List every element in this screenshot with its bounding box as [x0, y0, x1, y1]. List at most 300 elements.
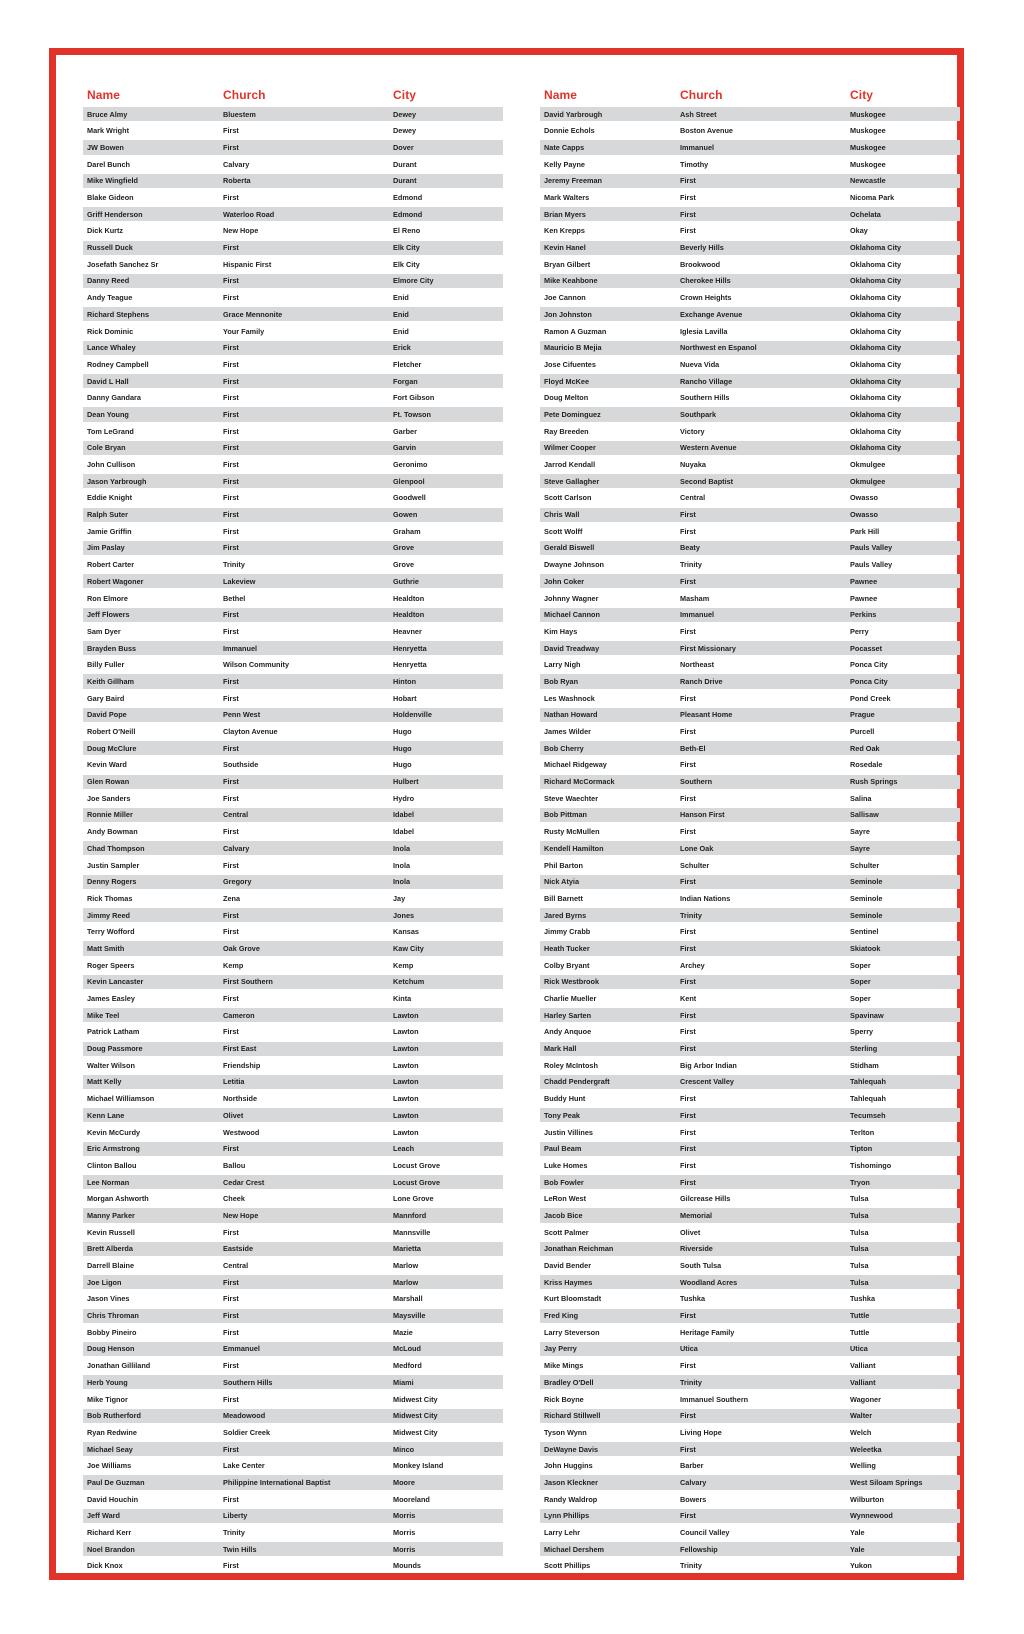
city-cell: Elk City: [393, 259, 420, 269]
table-row: [83, 891, 503, 905]
table-row: [540, 641, 960, 655]
table-row: [540, 658, 960, 672]
table-row: [540, 324, 960, 338]
name-cell: Ramon A Guzman: [544, 326, 607, 336]
name-cell: Sam Dyer: [87, 626, 121, 636]
city-cell: Perry: [850, 626, 869, 636]
name-cell: John Coker: [544, 576, 585, 586]
table-row: [540, 1208, 960, 1222]
table-row: [540, 1125, 960, 1139]
church-cell: First: [680, 1027, 696, 1037]
name-cell: Kelly Payne: [544, 159, 585, 169]
church-cell: Ballou: [223, 1160, 246, 1170]
table-row: [83, 708, 503, 722]
church-cell: Beaty: [680, 543, 700, 553]
table-row: [540, 291, 960, 305]
city-cell: Terlton: [850, 1127, 875, 1137]
city-cell: Marlow: [393, 1261, 419, 1271]
table-row: [540, 341, 960, 355]
table-row: [83, 1075, 503, 1089]
table-row: [83, 1559, 503, 1573]
church-cell: Exchange Avenue: [680, 309, 743, 319]
table-row: [540, 1025, 960, 1039]
church-cell: Southpark: [680, 409, 717, 419]
church-cell: Calvary: [223, 159, 250, 169]
city-cell: Geronimo: [393, 460, 428, 470]
church-cell: Masham: [680, 593, 710, 603]
name-cell: David L Hall: [87, 376, 129, 386]
table-row: [83, 457, 503, 471]
table-row: [83, 441, 503, 455]
city-cell: Lawton: [393, 1060, 419, 1070]
city-cell: Schulter: [850, 860, 880, 870]
city-cell: Heavner: [393, 626, 422, 636]
name-cell: Bobby Pineiro: [87, 1327, 137, 1337]
church-cell: First: [223, 409, 239, 419]
name-cell: Kevin Hanel: [544, 243, 586, 253]
left-header-row: [83, 82, 503, 107]
name-cell: Jarrod Kendall: [544, 460, 596, 470]
church-cell: First: [223, 460, 239, 470]
church-cell: First: [223, 1277, 239, 1287]
city-cell: McLoud: [393, 1344, 421, 1354]
table-row: [540, 791, 960, 805]
table-row: [540, 908, 960, 922]
table-row: [83, 991, 503, 1005]
city-header: City: [850, 88, 874, 102]
table-row: [540, 875, 960, 889]
name-cell: Michael Williamson: [87, 1094, 155, 1104]
church-cell: First: [680, 727, 696, 737]
city-cell: Oklahoma City: [850, 293, 902, 303]
city-cell: Mannford: [393, 1210, 427, 1220]
table-row: [83, 1208, 503, 1222]
city-cell: Miami: [393, 1377, 414, 1387]
name-cell: Walter Wilson: [87, 1060, 135, 1070]
name-cell: James Wilder: [544, 727, 591, 737]
table-row: [83, 207, 503, 221]
table-row: [83, 958, 503, 972]
church-cell: Iglesia Lavilla: [680, 326, 728, 336]
name-cell: Jim Paslay: [87, 543, 125, 553]
city-cell: Midwest City: [393, 1394, 438, 1404]
city-cell: Oklahoma City: [850, 409, 902, 419]
church-cell: Lake Center: [223, 1461, 265, 1471]
church-cell: Trinity: [680, 910, 702, 920]
name-cell: Richard Stillwell: [544, 1411, 601, 1421]
city-cell: Kinta: [393, 994, 412, 1004]
church-cell: Kemp: [223, 960, 244, 970]
name-cell: John Cullison: [87, 460, 136, 470]
table-row: [83, 391, 503, 405]
city-cell: Okmulgee: [850, 460, 886, 470]
name-cell: Bob Rutherford: [87, 1411, 141, 1421]
city-cell: Muskogee: [850, 109, 886, 119]
table-row: [540, 891, 960, 905]
name-cell: Gerald Biswell: [544, 543, 595, 553]
name-cell: Jose Cifuentes: [544, 359, 596, 369]
city-cell: El Reno: [393, 226, 421, 236]
name-cell: Ronnie Miller: [87, 810, 133, 820]
city-cell: Enid: [393, 326, 409, 336]
church-cell: Eastside: [223, 1244, 254, 1254]
city-cell: Locust Grove: [393, 1160, 441, 1170]
table-row: [83, 875, 503, 889]
table-row: [540, 474, 960, 488]
church-cell: Southern Hills: [680, 393, 730, 403]
table-row: [83, 975, 503, 989]
city-cell: Grove: [393, 560, 415, 570]
name-cell: Michael Cannon: [544, 610, 600, 620]
table-row: [83, 157, 503, 171]
table-row: [83, 724, 503, 738]
church-cell: Philippine International Baptist: [223, 1477, 331, 1487]
name-cell: Jay Perry: [544, 1344, 577, 1354]
city-cell: Marlow: [393, 1277, 419, 1287]
table-row: [540, 1475, 960, 1489]
name-cell: Doug Melton: [544, 393, 589, 403]
name-cell: Steve Gallagher: [544, 476, 600, 486]
city-cell: Oklahoma City: [850, 426, 902, 436]
church-cell: First: [223, 126, 239, 136]
church-cell: Trinity: [223, 560, 245, 570]
name-cell: Michael Dershem: [544, 1544, 605, 1554]
church-cell: Cameron: [223, 1010, 255, 1020]
table-row: [83, 1242, 503, 1256]
name-cell: Billy Fuller: [87, 660, 125, 670]
name-cell: Kendell Hamilton: [544, 843, 604, 853]
table-row: [540, 1525, 960, 1539]
table-row: [540, 1158, 960, 1172]
table-row: [83, 574, 503, 588]
table-row: [83, 307, 503, 321]
name-cell: Les Washnock: [544, 693, 595, 703]
table-row: [540, 374, 960, 388]
table-row: [540, 1108, 960, 1122]
church-cell: Northwest en Espanol: [680, 343, 757, 353]
table-row: [83, 424, 503, 438]
city-cell: Garber: [393, 426, 417, 436]
church-cell: Boston Avenue: [680, 126, 733, 136]
city-cell: Newcastle: [850, 176, 886, 186]
name-cell: Danny Gandara: [87, 393, 141, 403]
church-cell: Tushka: [680, 1294, 706, 1304]
table-row: [83, 1325, 503, 1339]
name-cell: Scott Phillips: [544, 1561, 591, 1571]
church-cell: Friendship: [223, 1060, 261, 1070]
church-cell: First: [223, 1394, 239, 1404]
church-cell: First: [223, 793, 239, 803]
church-cell: First Southern: [223, 977, 273, 987]
right-table-body: [540, 107, 960, 1573]
table-row: [83, 1342, 503, 1356]
city-cell: Muskogee: [850, 126, 886, 136]
table-row: [83, 808, 503, 822]
name-cell: Richard Stephens: [87, 309, 150, 319]
name-cell: JW Bowen: [87, 142, 124, 152]
city-cell: Lawton: [393, 1077, 419, 1087]
city-cell: Yale: [850, 1528, 865, 1538]
city-cell: Morris: [393, 1528, 416, 1538]
name-cell: Kenn Lane: [87, 1110, 125, 1120]
city-cell: Monkey Island: [393, 1461, 444, 1471]
name-cell: Jimmy Reed: [87, 910, 130, 920]
table-row: [540, 357, 960, 371]
name-cell: Mike Mings: [544, 1361, 584, 1371]
name-cell: David Pope: [87, 710, 127, 720]
city-cell: Tushka: [850, 1294, 876, 1304]
church-cell: Big Arbor Indian: [680, 1060, 737, 1070]
church-cell: First: [223, 610, 239, 620]
table-row: [540, 1442, 960, 1456]
table-row: [83, 741, 503, 755]
city-cell: Wagoner: [850, 1394, 881, 1404]
name-cell: Bob Ryan: [544, 676, 579, 686]
city-cell: Elmore City: [393, 276, 434, 286]
church-cell: First: [223, 493, 239, 503]
table-row: [83, 1475, 503, 1489]
church-cell: Letitia: [223, 1077, 245, 1087]
name-cell: LeRon West: [544, 1194, 587, 1204]
name-cell: Eddie Knight: [87, 493, 132, 503]
name-cell: Bryan Gilbert: [544, 259, 591, 269]
table-row: [83, 324, 503, 338]
name-cell: Luke Homes: [544, 1160, 588, 1170]
table-row: [83, 1225, 503, 1239]
city-cell: Goodwell: [393, 493, 426, 503]
church-cell: First: [680, 576, 696, 586]
table-row: [83, 1359, 503, 1373]
city-cell: Enid: [393, 309, 409, 319]
city-cell: Kansas: [393, 927, 419, 937]
name-cell: Jason Kleckner: [544, 1477, 598, 1487]
table-row: [83, 357, 503, 371]
name-cell: Morgan Ashworth: [87, 1194, 149, 1204]
church-cell: Pleasant Home: [680, 710, 733, 720]
church-cell: Memorial: [680, 1210, 713, 1220]
name-cell: Wilmer Cooper: [544, 443, 596, 453]
church-cell: Immanuel: [680, 142, 715, 152]
name-cell: Mark Walters: [544, 193, 590, 203]
city-cell: Marshall: [393, 1294, 423, 1304]
table-row: [540, 1225, 960, 1239]
table-row: [83, 658, 503, 672]
name-cell: David Houchin: [87, 1494, 139, 1504]
church-cell: Victory: [680, 426, 705, 436]
name-cell: Kurt Bloomstadt: [544, 1294, 602, 1304]
church-cell: Living Hope: [680, 1427, 722, 1437]
city-cell: Sterling: [850, 1044, 878, 1054]
city-cell: Sayre: [850, 827, 870, 837]
name-cell: Brett Alberda: [87, 1244, 133, 1254]
table-row: [83, 674, 503, 688]
church-cell: Cedar Crest: [223, 1177, 265, 1187]
city-cell: Oklahoma City: [850, 376, 902, 386]
name-cell: Fred King: [544, 1311, 579, 1321]
city-cell: Dover: [393, 142, 414, 152]
name-cell: Chris Wall: [544, 510, 580, 520]
city-cell: Sentinel: [850, 927, 879, 937]
table-row: [540, 574, 960, 588]
table-row: [540, 1559, 960, 1573]
table-row: [540, 925, 960, 939]
name-cell: Clinton Ballou: [87, 1160, 137, 1170]
city-cell: Midwest City: [393, 1411, 438, 1421]
table-row: [83, 641, 503, 655]
church-cell: Lone Oak: [680, 843, 714, 853]
name-cell: Doug Passmore: [87, 1044, 143, 1054]
city-cell: Ochelata: [850, 209, 881, 219]
name-cell: Darrell Blaine: [87, 1261, 135, 1271]
church-cell: Hanson First: [680, 810, 725, 820]
church-cell: Central: [223, 1261, 249, 1271]
name-cell: Doug Henson: [87, 1344, 135, 1354]
name-cell: Andy Bowman: [87, 827, 138, 837]
church-cell: First: [680, 693, 696, 703]
name-cell: Buddy Hunt: [544, 1094, 586, 1104]
name-cell: Joe Sanders: [87, 793, 131, 803]
city-cell: Garvin: [393, 443, 417, 453]
table-row: [540, 624, 960, 638]
table-row: [540, 1309, 960, 1323]
city-cell: Hugo: [393, 760, 412, 770]
city-cell: Tulsa: [850, 1277, 869, 1287]
city-cell: Lawton: [393, 1127, 419, 1137]
name-cell: Danny Reed: [87, 276, 130, 286]
church-cell: First: [223, 743, 239, 753]
church-cell: Council Valley: [680, 1528, 730, 1538]
table-row: [83, 140, 503, 154]
city-cell: Hydro: [393, 793, 415, 803]
table-row: [540, 457, 960, 471]
table-row: [540, 1175, 960, 1189]
city-cell: Inola: [393, 877, 411, 887]
city-cell: Oklahoma City: [850, 343, 902, 353]
city-cell: Mazie: [393, 1327, 413, 1337]
city-cell: Jay: [393, 893, 406, 903]
city-cell: Wilburton: [850, 1494, 884, 1504]
left-column: [83, 82, 503, 1576]
city-cell: Kemp: [393, 960, 414, 970]
city-cell: Stidham: [850, 1060, 879, 1070]
table-row: [540, 274, 960, 288]
table-row: [540, 758, 960, 772]
church-cell: First: [223, 927, 239, 937]
church-cell: First: [223, 276, 239, 286]
table-row: [83, 524, 503, 538]
name-cell: Jeff Flowers: [87, 610, 130, 620]
church-cell: Schulter: [680, 860, 710, 870]
name-cell: Tyson Wynn: [544, 1427, 587, 1437]
table-row: [540, 224, 960, 238]
city-cell: Marietta: [393, 1244, 421, 1254]
table-row: [540, 1425, 960, 1439]
church-cell: Penn West: [223, 710, 261, 720]
table-row: [83, 1292, 503, 1306]
table-row: [540, 608, 960, 622]
name-cell: Mike Teel: [87, 1010, 120, 1020]
city-cell: Kaw City: [393, 943, 424, 953]
table-row: [83, 1509, 503, 1523]
city-cell: Mooreland: [393, 1494, 430, 1504]
left-table-body: [83, 107, 503, 1573]
table-row: [83, 908, 503, 922]
church-cell: Liberty: [223, 1511, 248, 1521]
name-cell: Ralph Suter: [87, 510, 128, 520]
name-cell: Kriss Haymes: [544, 1277, 593, 1287]
church-cell: First: [680, 1160, 696, 1170]
city-cell: Pocasset: [850, 643, 883, 653]
city-cell: Lawton: [393, 1027, 419, 1037]
table-row: [540, 508, 960, 522]
table-row: [83, 1025, 503, 1039]
city-cell: Healdton: [393, 610, 425, 620]
name-cell: Roger Speers: [87, 960, 135, 970]
city-cell: Okmulgee: [850, 476, 886, 486]
name-cell: Jonathan Reichman: [544, 1244, 614, 1254]
name-cell: Jon Johnston: [544, 309, 592, 319]
church-cell: First: [223, 543, 239, 553]
name-cell: David Bender: [544, 1261, 592, 1271]
table-row: [83, 1058, 503, 1072]
church-cell: Trinity: [680, 560, 702, 570]
church-cell: Southern: [680, 777, 713, 787]
name-cell: Pete Dominguez: [544, 409, 601, 419]
church-cell: Gregory: [223, 877, 252, 887]
church-cell: Zena: [223, 893, 241, 903]
name-cell: Donnie Echols: [544, 126, 595, 136]
city-cell: Elk City: [393, 243, 420, 253]
name-cell: Michael Seay: [87, 1444, 133, 1454]
table-row: [540, 491, 960, 505]
city-cell: Lawton: [393, 1110, 419, 1120]
city-cell: Okay: [850, 226, 868, 236]
city-cell: Henryetta: [393, 660, 427, 670]
city-cell: Medford: [393, 1361, 422, 1371]
church-cell: Heritage Family: [680, 1327, 735, 1337]
name-cell: Mauricio B Mejia: [544, 343, 602, 353]
church-cell: Roberta: [223, 176, 251, 186]
name-cell: Jason Vines: [87, 1294, 130, 1304]
church-cell: First: [223, 1294, 239, 1304]
name-cell: Glen Rowan: [87, 777, 130, 787]
name-cell: Eric Armstrong: [87, 1144, 140, 1154]
city-cell: Hinton: [393, 676, 417, 686]
city-cell: Salina: [850, 793, 872, 803]
table-row: [83, 508, 503, 522]
church-cell: First: [223, 443, 239, 453]
church-cell: Hispanic First: [223, 259, 272, 269]
table-row: [540, 541, 960, 555]
table-row: [540, 1509, 960, 1523]
name-cell: Noel Brandon: [87, 1544, 135, 1554]
church-cell: First: [223, 1494, 239, 1504]
city-cell: Mounds: [393, 1561, 421, 1571]
name-cell: Russell Duck: [87, 243, 133, 253]
name-cell: Ron Elmore: [87, 593, 128, 603]
name-cell: Jimmy Crabb: [544, 927, 591, 937]
name-cell: Terry Wofford: [87, 927, 135, 937]
church-cell: First: [680, 1511, 696, 1521]
name-cell: Jonathan Gilliland: [87, 1361, 151, 1371]
table-row: [83, 541, 503, 555]
church-cell: First: [680, 1411, 696, 1421]
table-row: [540, 1242, 960, 1256]
table-row: [540, 107, 960, 121]
church-cell: First: [223, 142, 239, 152]
city-cell: Welch: [850, 1427, 872, 1437]
city-cell: Muskogee: [850, 142, 886, 152]
